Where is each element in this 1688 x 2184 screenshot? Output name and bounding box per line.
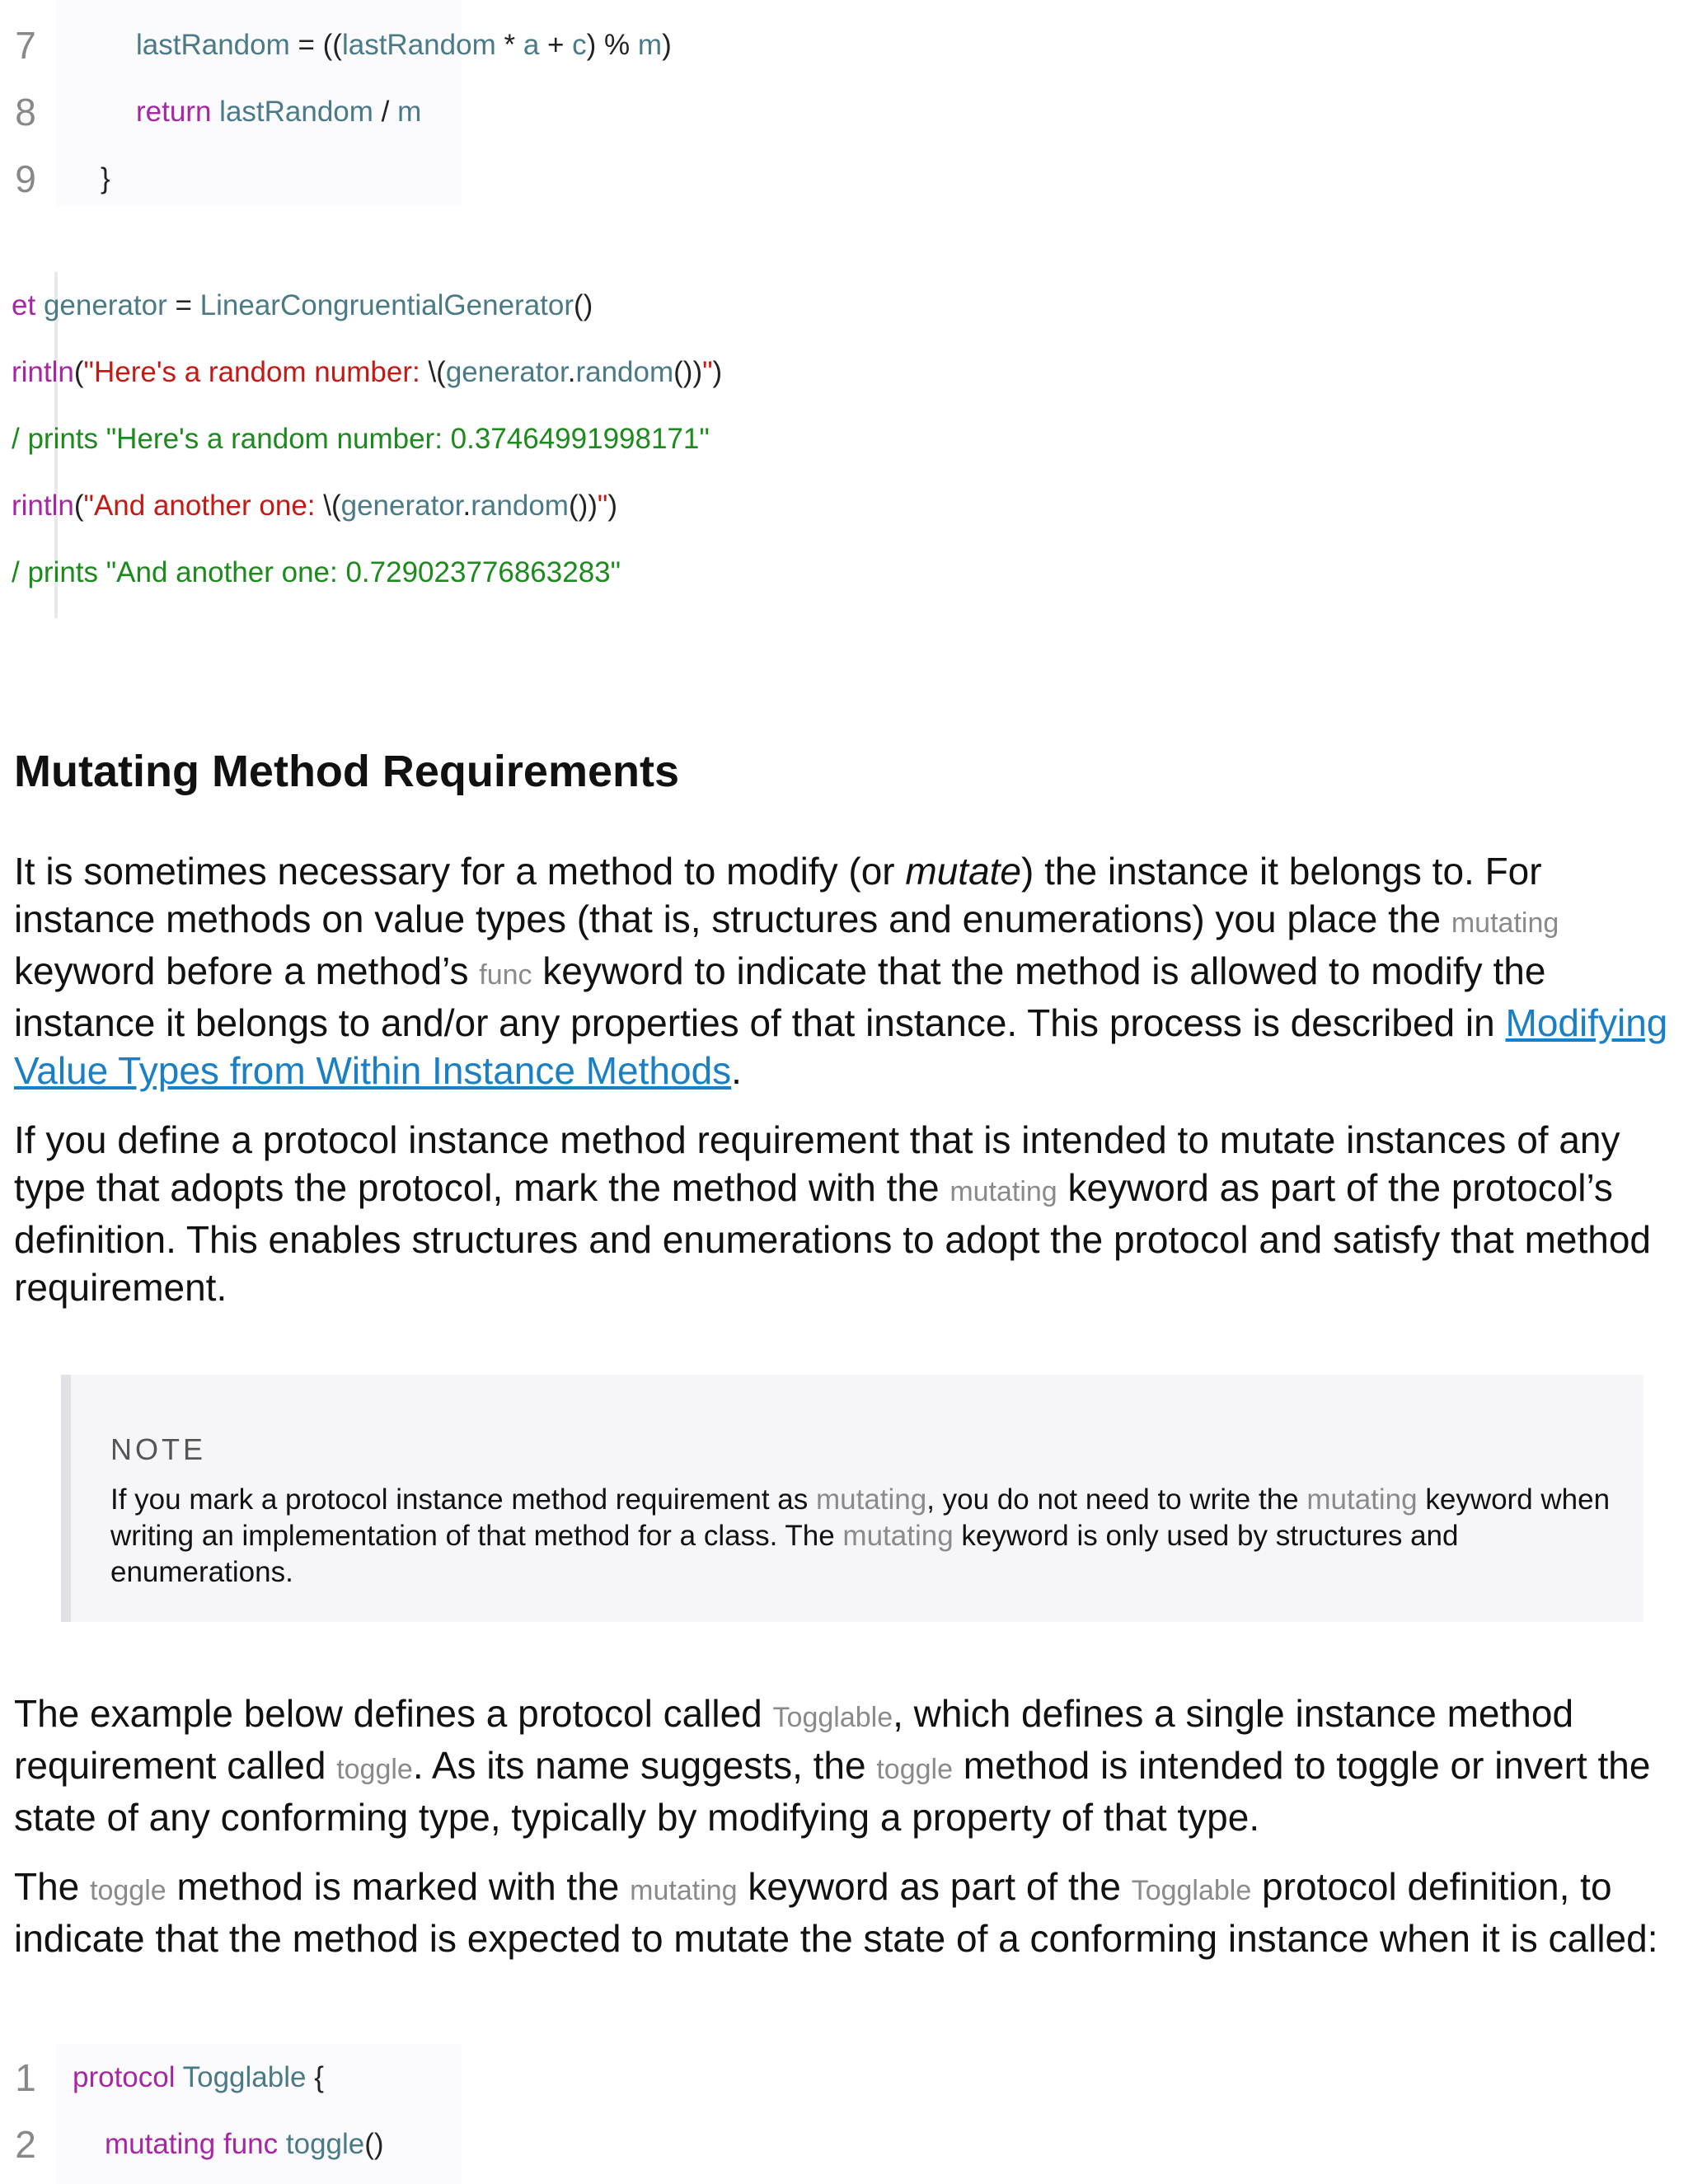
link-modifying-value-types[interactable]: Modifying Value Types from Within Instance Methods: [14, 1001, 1668, 1092]
code-token: =: [166, 289, 200, 321]
code-token: a: [523, 29, 540, 61]
section-heading: Mutating Method Requirements: [14, 747, 679, 796]
inline-code: toggle: [90, 1875, 166, 1906]
code-token: et: [12, 289, 36, 321]
code-token: ): [662, 29, 672, 61]
code-text: [73, 2044, 324, 2111]
inline-code: mutating: [950, 1176, 1057, 1207]
code-token: toggle: [285, 2128, 365, 2160]
code-token: [278, 2128, 286, 2160]
code-token: lastRandom: [341, 29, 496, 61]
emphasis: mutate: [905, 850, 1022, 893]
line-number: 1: [15, 2056, 36, 2099]
code-token: ()): [673, 356, 703, 388]
code-token: generator: [43, 289, 167, 321]
line-number: 2: [15, 2123, 36, 2166]
code-token: generator: [445, 356, 568, 388]
inline-code: Togglable: [772, 1702, 893, 1733]
inline-code: mutating: [630, 1875, 738, 1906]
code-token: [215, 2128, 223, 2160]
code-text: [136, 78, 421, 146]
code-token: ": [702, 356, 713, 388]
code-token: [176, 2061, 183, 2093]
note-text: If you mark a protocol instance method requirement as mutating, you do not need to write the mutating keyword when writing an implementation of that method for a class. The mutating keyword is only used by structures and enumerations.: [110, 1483, 1611, 1588]
code-text: [12, 539, 621, 607]
paragraph-togglable-example: The example below defines a protocol called Togglable, which defines a single instance method requirement called toggle. As its name suggests, the toggle method is intended to toggle or invert the state of any conforming type, typically by modifying a property of that type.: [14, 1692, 1651, 1839]
code-token: "Here's a random number:: [83, 356, 429, 388]
code-token: ): [607, 490, 617, 522]
code-text: [12, 405, 710, 473]
code-token: ) %: [586, 29, 638, 61]
code-token: (: [73, 490, 84, 522]
code-token: (): [364, 2128, 384, 2160]
code-block-usage: [0, 272, 742, 618]
code-token: ()): [568, 490, 598, 522]
line-number: 7: [15, 24, 36, 67]
code-token: "And another one:: [83, 490, 324, 522]
code-block-top: [0, 0, 672, 206]
code-token: }: [101, 162, 110, 194]
code-text: [105, 2111, 384, 2178]
inline-code: mutating: [842, 1520, 954, 1552]
inline-code: toggle: [336, 1754, 413, 1785]
code-token: LinearCongruentialGenerator: [199, 289, 574, 321]
code-token: random: [471, 490, 569, 522]
inline-code: mutating: [1306, 1483, 1418, 1516]
code-token: /: [373, 96, 398, 128]
code-text: [136, 12, 672, 79]
code-token: mutating: [105, 2128, 216, 2160]
code-token: [35, 289, 44, 321]
inline-code: Togglable: [1131, 1875, 1252, 1906]
inline-code: mutating: [815, 1483, 927, 1516]
line-number: 9: [15, 157, 36, 200]
code-token: +: [539, 29, 573, 61]
code-token: Togglable: [182, 2061, 307, 2093]
code-token: = ((: [289, 29, 342, 61]
code-token: .: [567, 356, 576, 388]
code-block-bottom: [0, 2044, 462, 2184]
paragraph-protocol-mutating: If you define a protocol instance method requirement that is intended to mutate instances of any type that adopts the protocol, mark the method with the mutating keyword as part of the protocol’s definition. This enables structures and enumerations to adopt the protocol and satisfy that method requirement.: [14, 1118, 1652, 1309]
code-token: / prints "Here's a random number: 0.37464991998171": [12, 423, 710, 455]
code-token: rintln: [12, 356, 74, 388]
code-token: generator: [340, 490, 463, 522]
code-token: protocol: [73, 2061, 176, 2093]
code-token: return: [136, 96, 212, 128]
code-token: *: [495, 29, 523, 61]
note-title: NOTE: [110, 1432, 207, 1466]
code-text: [12, 339, 722, 406]
code-token: m: [637, 29, 663, 61]
code-token: {: [306, 2061, 324, 2093]
code-text: [101, 145, 110, 213]
code-token: random: [575, 356, 674, 388]
code-token: \(: [323, 490, 341, 522]
line-number: 8: [15, 91, 36, 134]
code-token: / prints "And another one: 0.729023776863283": [12, 556, 621, 588]
code-token: [211, 96, 219, 128]
inline-code: func: [479, 959, 532, 991]
code-token: ): [712, 356, 723, 388]
code-token: c: [572, 29, 587, 61]
code-token: lastRandom: [219, 96, 373, 128]
inline-code: toggle: [876, 1754, 953, 1785]
inline-code: mutating: [1451, 907, 1559, 939]
code-token: .: [462, 490, 471, 522]
paragraph-mutating-intro: It is sometimes necessary for a method to modify (or mutate) the instance it belongs to. For instance methods on value types (that is, structures and enumerations) you place the mutating keyword before a method’s func keyword to indicate that the method is allowed to modify the instance it belongs to and/or any properties of that instance. This process is described in Modifying Value Types from Within Instance Methods.: [14, 850, 1668, 1092]
code-token: rintln: [12, 490, 74, 522]
code-token: func: [223, 2128, 279, 2160]
code-text: [12, 472, 617, 540]
code-token: m: [397, 96, 422, 128]
note-box: [61, 1375, 1643, 1622]
code-token: (: [73, 356, 84, 388]
code-token: ": [597, 490, 608, 522]
code-text: [12, 272, 593, 340]
code-token: (): [574, 289, 593, 321]
paragraph-toggle-method: The toggle method is marked with the mutating keyword as part of the Togglable protocol definition, to indicate that the method is expected to mutate the state of a conforming instance when it is called:: [14, 1865, 1658, 1960]
code-token: \(: [428, 356, 446, 388]
code-token: lastRandom: [136, 29, 290, 61]
